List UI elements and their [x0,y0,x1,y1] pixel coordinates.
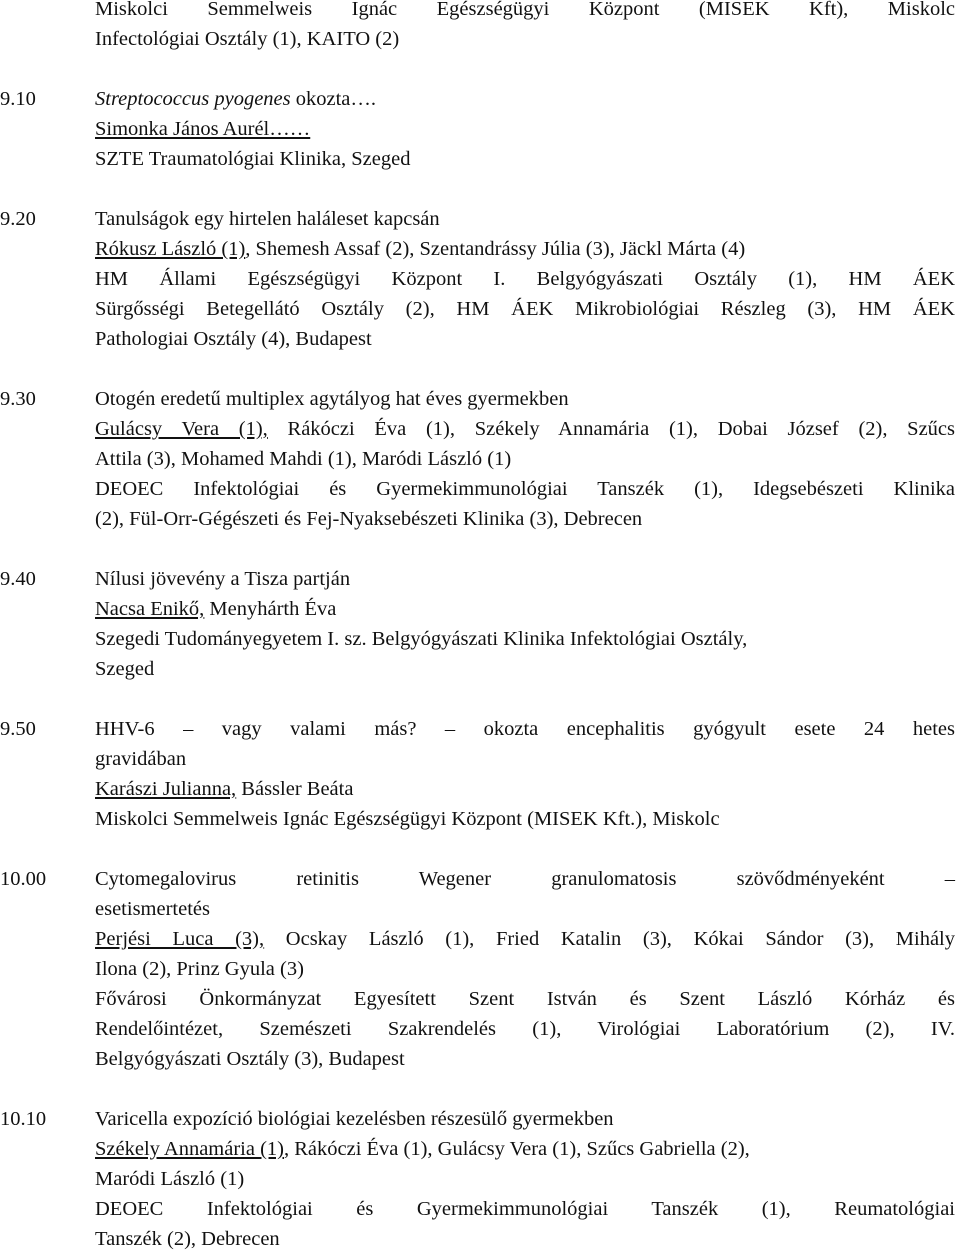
affiliation-line: DEOEC Infektológiai és Gyermekimmunológiai Tanszék (1), Idegsebészeti Klinika [95,478,955,500]
affiliation-line: (2), Fül-Orr-Gégészeti és Fej-Nyaksebészeti Klinika (3), Debrecen [95,508,643,530]
time-slot: 9.40 [0,568,36,590]
time-slot: 10.00 [0,868,47,890]
affiliation-line: Tanszék (2), Debrecen [95,1228,280,1250]
co-authors: , Rákóczi Éva (1), Gulácsy Vera (1), Szűcs Gabriella (2), [283,1138,750,1160]
program-entry [0,864,960,1074]
talk-title: Tanulságok egy hirtelen haláleset kapcsán [95,208,440,230]
presenter-name: Székely Annamária (1) [95,1138,284,1160]
authors-line [95,774,955,804]
authors-line: Attila (3), Mohamed Mahdi (1), Maródi László (1) [95,448,512,470]
affiliation-line: Infectológiai Osztály (1), KAITO (2) [95,28,400,50]
presenter-name: Karászi Julianna, [95,778,237,800]
co-authors: Menyhárth Éva [204,598,337,620]
program-entry [0,1104,960,1254]
co-authors: Ocskay László (1), Fried Katalin (3), Kókai Sándor (3), Mihály [264,928,955,950]
talk-title: Cytomegalovirus retinitis Wegener granulomatosis szövődményeként – [95,868,955,890]
co-authors: Rákóczi Éva (1), Székely Annamária (1), Dobai József (2), Szűcs [267,418,956,440]
authors-line [95,414,955,444]
program-entry [0,84,960,174]
presenter-name: Simonka János Aurél…… [95,118,311,140]
authors-line [95,594,955,624]
talk-title: HHV-6 – vagy valami más? – okozta encephalitis gyógyult esete 24 hetes [95,718,955,740]
talk-title [95,84,955,114]
presenter-line [95,114,955,144]
talk-title-italic: Streptococcus pyogenes [95,88,291,110]
affiliation-line: SZTE Traumatológiai Klinika, Szeged [95,148,411,170]
authors-line [95,234,955,264]
time-slot: 10.10 [0,1108,47,1130]
talk-title: gravidában [95,748,187,770]
talk-title: Nílusi jövevény a Tisza partján [95,568,351,590]
authors-line: Ilona (2), Prinz Gyula (3) [95,958,304,980]
carry-over-affiliation [0,0,960,54]
authors-line: Maródi László (1) [95,1168,245,1190]
co-authors: , Shemesh Assaf (2), Szentandrássy Júlia (3), Jäckl Márta (4) [245,238,746,260]
presenter-name: Rókusz László (1) [95,238,246,260]
affiliation-line: Szeged [95,658,155,680]
authors-line [95,924,955,954]
time-slot: 9.20 [0,208,36,230]
talk-title: esetismertetés [95,898,210,920]
program-entry [0,714,960,834]
affiliation-line: Pathologiai Osztály (4), Budapest [95,328,372,350]
affiliation-line: Szegedi Tudományegyetem I. sz. Belgyógyászati Klinika Infektológiai Osztály, [95,628,748,650]
affiliation-line: DEOEC Infektológiai és Gyermekimmunológiai Tanszék (1), Reumatológiai [95,1198,955,1220]
talk-title: Otogén eredetű multiplex agytályog hat éves gyermekben [95,388,569,410]
program-entry [0,564,960,684]
program-entry [0,384,960,534]
affiliation-line: Rendelőintézet, Szemészeti Szakrendelés (1), Virológiai Laboratórium (2), IV. [95,1018,955,1040]
affiliation-line: Belgyógyászati Osztály (3), Budapest [95,1048,405,1070]
affiliation-line: Sürgősségi Betegellátó Osztály (2), HM ÁEK Mikrobiológiai Részleg (3), HM ÁEK [95,298,955,320]
talk-title-rest: okozta…. [290,88,377,110]
time-slot: 9.10 [0,88,36,110]
affiliation-line: HM Állami Egészségügyi Központ I. Belgyógyászati Osztály (1), HM ÁEK [95,268,955,290]
affiliation-line: Fővárosi Önkormányzat Egyesített Szent István és Szent László Kórház és [95,988,955,1010]
presenter-name: Nacsa Enikő, [95,598,205,620]
presenter-name: Perjési Luca (3), [95,928,265,950]
presenter-name: Gulácsy Vera (1), [95,418,268,440]
program-entry [0,204,960,354]
authors-line [95,1134,955,1164]
talk-title: Varicella expozíció biológiai kezelésben részesülő gyermekben [95,1108,614,1130]
co-authors: Bássler Beáta [236,778,354,800]
affiliation-line: Miskolci Semmelweis Ignác Egészségügyi Központ (MISEK Kft.), Miskolc [95,808,720,830]
affiliation-line: Miskolci Semmelweis Ignác Egészségügyi Központ (MISEK Kft), Miskolc [95,0,955,20]
time-slot: 9.50 [0,718,36,740]
time-slot: 9.30 [0,388,36,410]
